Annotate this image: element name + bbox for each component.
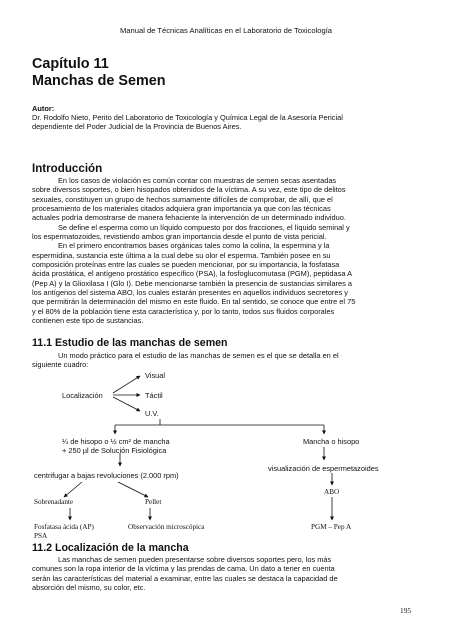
text-line: (Pep A) y la Glioxilasa I (Glo I). Debe mencionarse también la presencia de sustancias similares a — [32, 278, 352, 288]
text-line: procesamiento de los materiales citados adquiera gran importancia ya que con las técnicas — [32, 204, 331, 214]
text-line: serán las características del material a examinar, entre las cuales se destaca la capacidad de — [32, 573, 338, 583]
section-11-2-paragraph — [32, 555, 422, 592]
flow-visual: Visual — [145, 371, 165, 380]
text-line: sobre diversos soportes, o bien hisopados obtenidos de la víctima. A su vez, este tipo de delitos — [32, 185, 346, 195]
text-line: Se define el esperma como un líquido compuesto por dos fracciones, el líquido seminal y — [58, 222, 350, 232]
flow-hisopo-line-1: ¼ de hisopo o ½ cm² de mancha — [62, 437, 170, 446]
text-line: siguiente cuadro: — [32, 360, 89, 370]
flow-localizacion: Localización — [62, 391, 103, 400]
text-line: Las manchas de semen pueden presentarse sobre diversos soportes pero, los más — [58, 555, 332, 564]
section-11-2-heading: 11.2 Localización de la mancha — [32, 542, 189, 554]
author-line-2: dependiente del Poder Judicial de la Provincia de Buenos Aires. — [32, 122, 242, 131]
section-11-1-heading: 11.1 Estudio de las manchas de semen — [32, 337, 228, 349]
text-line: Un modo práctico para el estudio de las manchas de semen es el que se detalla en el — [58, 351, 339, 360]
intro-heading: Introducción — [32, 162, 103, 175]
author-label: Autor: — [32, 104, 55, 113]
text-line: composición proteínas entre las cuales se pueden mencionar, por su importancia, la fosfatasa — [32, 260, 340, 270]
author-line-1: Dr. Rodolfo Nieto, Perito del Laboratorio de Toxicología y Química Legal de la Asesoría Pericial — [32, 113, 343, 122]
flow-visualizacion: visualización de espermetazoides — [268, 464, 379, 473]
text-line: espermidina, sustancia este última a la cual debe su olor el esperma. También posee en su — [32, 250, 331, 260]
page-number: 195 — [400, 606, 412, 615]
text-line: actuales podría demostrarse de manera fehaciente la intervención de un determinado individuo. — [32, 213, 346, 223]
text-line: En el primero encontramos bases orgánicas tales como la colina, la espermina y la — [58, 241, 330, 251]
arrow-to-sobrenadante — [64, 482, 82, 497]
flow-tactil: Táctil — [145, 391, 163, 400]
arrow-to-pellet — [118, 482, 148, 497]
flow-hisopo-line-2: + 250 µl de Solución Fisiológica — [62, 446, 167, 455]
chapter-number: Capítulo 11 — [32, 56, 109, 72]
text-line: comunes son la ropa interior de la víctima y las prendas de cama. Un dato a tener en cuenta — [32, 564, 335, 574]
flow-abo: ABO — [324, 488, 340, 496]
running-header: Manual de Técnicas Analíticas en el Laboratorio de Toxicología — [119, 26, 333, 35]
text-line: los espermatozoides, revistiendo ambos gran importancia desde el punto de vista pericial. — [32, 232, 327, 242]
text-line: y el 80% de la población tiene esta característica y, por lo tanto, todos sus fluidos corporales — [32, 306, 335, 316]
text-line: los antígenos del sistema ABO, los cuales estarán presentes en aquellos individuos secretores y — [32, 288, 348, 298]
text-line: contienen este tipo de sustancias. — [32, 316, 144, 326]
flow-uv: U.V. — [145, 409, 159, 418]
flow-centrifugar: centrifugar a bajas revoluciones (2.000 rpm) — [34, 471, 179, 480]
text-line: absorción del mismo, su color, etc. — [32, 583, 146, 593]
arrow-to-visual — [113, 376, 140, 393]
flow-mancha-o-hisopo: Mancha o hisopo — [303, 437, 360, 446]
text-line: ácida prostática, el antígeno prostático específico (PSA), la fosfoglucomutasa (PGM), peptidasa A — [32, 269, 353, 279]
text-line: que permitirán la determinación del mismo en este fluido. En tal sentido, se conoce que entre el 75 — [32, 297, 356, 307]
flow-fosfatasa: Fosfatasa ácida (AP) — [34, 523, 94, 531]
flow-psa: PSA — [34, 532, 48, 540]
flow-pgm: PGM – Pep A — [311, 523, 352, 531]
flow-observacion: Observación microscópica — [128, 523, 205, 531]
chapter-title: Manchas de Semen — [32, 73, 166, 89]
text-line: sexuales, constituyen un grupo de hechos sumamente difíciles de comprobar, de allí, que el — [32, 194, 333, 204]
arrow-to-uv — [113, 397, 140, 411]
flow-sobrenadante: Sobrenadante — [34, 498, 74, 506]
flow-pellet: Pellet — [145, 498, 162, 506]
text-line: En los casos de violación es común contar con muestras de semen secas asentadas — [58, 176, 337, 185]
